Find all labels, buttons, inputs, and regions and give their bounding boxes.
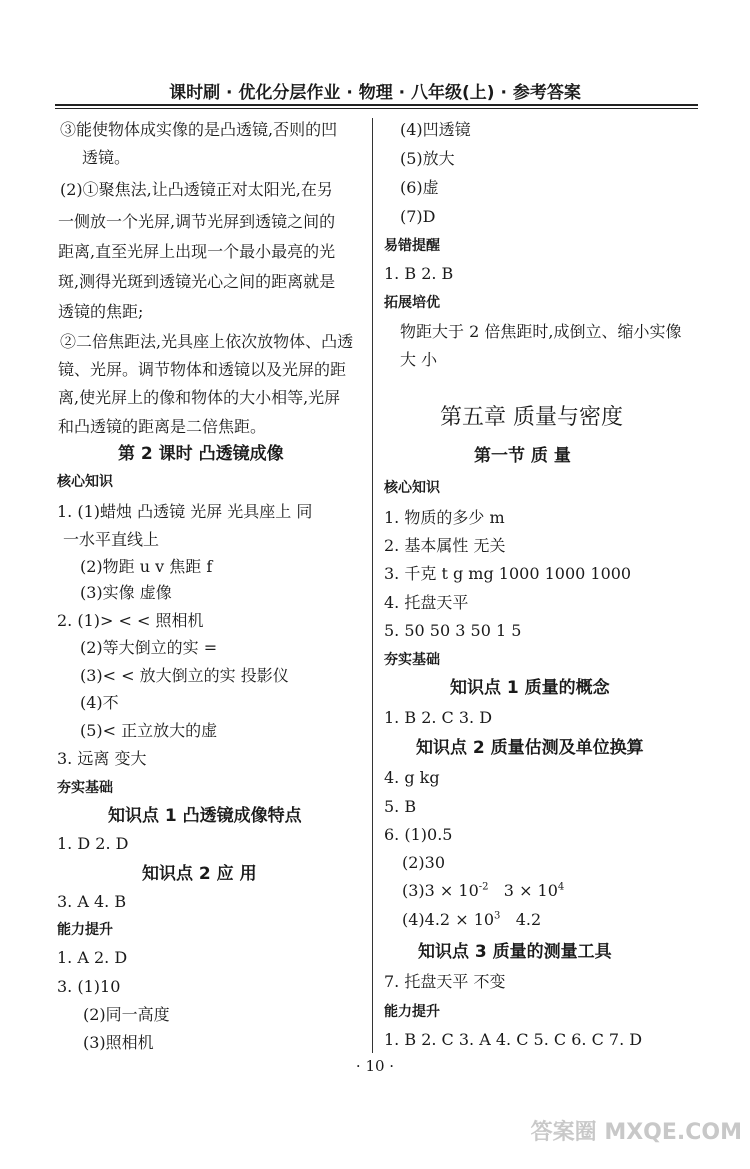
answer-line: 大 小 <box>400 350 438 369</box>
sci-value: (4)4.2 × 10 <box>402 910 495 929</box>
section-heading-core: 核心知识 <box>57 474 113 490</box>
answer-line: 2. 基本属性 无关 <box>384 536 506 555</box>
knowledge-point-title: 知识点 3 质量的测量工具 <box>418 942 612 962</box>
answer-line: 1. 物质的多少 m <box>384 508 505 527</box>
answer-line: 3. (1)10 <box>57 977 121 996</box>
answer-line: (4)凹透镜 <box>400 120 471 139</box>
text-line: ②二倍焦距法,光具座上依次放物体、凸透 <box>60 332 354 351</box>
answer-line: 1. (1)蜡烛 凸透镜 光屏 光具座上 同 <box>57 502 313 521</box>
knowledge-point-title: 知识点 2 应 用 <box>142 864 257 884</box>
section-heading-ability: 能力提升 <box>57 922 113 938</box>
answer-line: (6)虚 <box>400 178 439 197</box>
watermark-logo: 答案圈 MXQE.COM <box>530 1120 742 1145</box>
answer-line: (2)物距 u v 焦距 f <box>80 557 213 576</box>
page-header: 课时刷 · 优化分层作业 · 物理 · 八年级(上) · 参考答案 <box>169 83 581 103</box>
knowledge-point-title: 知识点 1 质量的概念 <box>450 678 610 698</box>
section-heading-extension: 拓展培优 <box>384 295 440 311</box>
answer-line: 3. A 4. B <box>57 892 127 911</box>
section-heading-core: 核心知识 <box>384 480 440 496</box>
answer-line: 4. 托盘天平 <box>384 593 469 612</box>
answer-line <box>402 908 541 932</box>
answer-line: 1. B 2. C 3. A 4. C 5. C 6. C 7. D <box>384 1030 643 1049</box>
text-line: 斑,测得光斑到透镜光心之间的距离就是 <box>58 272 336 291</box>
sci-exponent: 4 <box>557 881 565 893</box>
answer-line: 2. (1)> < < 照相机 <box>57 611 204 630</box>
answer-line: 物距大于 2 倍焦距时,成倒立、缩小实像 <box>400 322 682 341</box>
section-heading-error: 易错提醒 <box>384 238 440 254</box>
text-line: 距离,直至光屏上出现一个最小最亮的光 <box>58 242 336 261</box>
sci-value: (3)3 × 10 <box>402 881 479 900</box>
section-title: 第一节 质 量 <box>474 446 571 466</box>
text-line: 透镜。 <box>82 148 131 167</box>
header-rule-thick <box>55 104 698 106</box>
chapter-title: 第五章 质量与密度 <box>440 405 623 430</box>
answer-line: (2)同一高度 <box>83 1005 170 1024</box>
text-line: 和凸透镜的距离是二倍焦距。 <box>58 417 267 436</box>
lesson-title: 第 2 课时 凸透镜成像 <box>118 444 284 464</box>
answer-line: 1. B 2. C 3. D <box>384 708 493 727</box>
answer-line: (5)放大 <box>400 149 455 168</box>
answer-line: 5. 50 50 3 50 1 5 <box>384 621 522 640</box>
answer-line: 7. 托盘天平 不变 <box>384 972 506 991</box>
text-line: 离,使光屏上的像和物体的大小相等,光屏 <box>58 388 341 407</box>
knowledge-point-title: 知识点 2 质量估测及单位换算 <box>416 738 644 758</box>
sci-exponent: 3 <box>494 910 501 922</box>
section-heading-basic: 夯实基础 <box>57 780 113 796</box>
answer-line <box>402 879 564 903</box>
answer-line: 3. 远离 变大 <box>57 749 147 768</box>
answer-line: 4. g kg <box>384 768 440 787</box>
answer-line: 6. (1)0.5 <box>384 825 453 844</box>
answer-line: 1. B 2. B <box>384 264 454 283</box>
answer-line: (3)照相机 <box>83 1033 154 1052</box>
text-line: 透镜的焦距; <box>58 302 144 321</box>
text-line: 一侧放一个光屏,调节光屏到透镜之间的 <box>58 212 336 231</box>
answer-line: 1. A 2. D <box>57 948 128 967</box>
answer-line: 5. B <box>384 797 417 816</box>
text-line: ③能使物体成实像的是凸透镜,否则的凹 <box>60 120 338 139</box>
section-heading-ability: 能力提升 <box>384 1004 440 1020</box>
sci-value: 4.2 <box>515 910 542 929</box>
text-line: (2)①聚焦法,让凸透镜正对太阳光,在另 <box>60 180 333 199</box>
sci-value: 3 × 10 <box>503 881 558 900</box>
answer-line: (3)实像 虚像 <box>80 583 172 602</box>
sci-exponent: -2 <box>478 881 489 893</box>
answer-line: (2)等大倒立的实 = <box>80 638 218 657</box>
column-divider <box>372 118 373 1053</box>
knowledge-point-title: 知识点 1 凸透镜成像特点 <box>108 806 302 826</box>
text-line: 镜、光屏。调节物体和透镜以及光屏的距 <box>58 360 347 379</box>
header-rule-thin <box>55 108 698 109</box>
answer-line: 1. D 2. D <box>57 834 129 853</box>
answer-line: (5)< 正立放大的虚 <box>80 721 218 740</box>
answer-line: (3)< < 放大倒立的实 投影仪 <box>80 666 289 685</box>
answer-line: (2)30 <box>402 853 446 872</box>
page-number: · 10 · <box>355 1057 395 1075</box>
answer-line: (4)不 <box>80 693 119 712</box>
answer-line: 3. 千克 t g mg 1000 1000 1000 <box>384 564 632 583</box>
section-heading-basic: 夯实基础 <box>384 652 440 668</box>
answer-line: (7)D <box>400 207 436 226</box>
answer-line: 一水平直线上 <box>63 530 160 549</box>
